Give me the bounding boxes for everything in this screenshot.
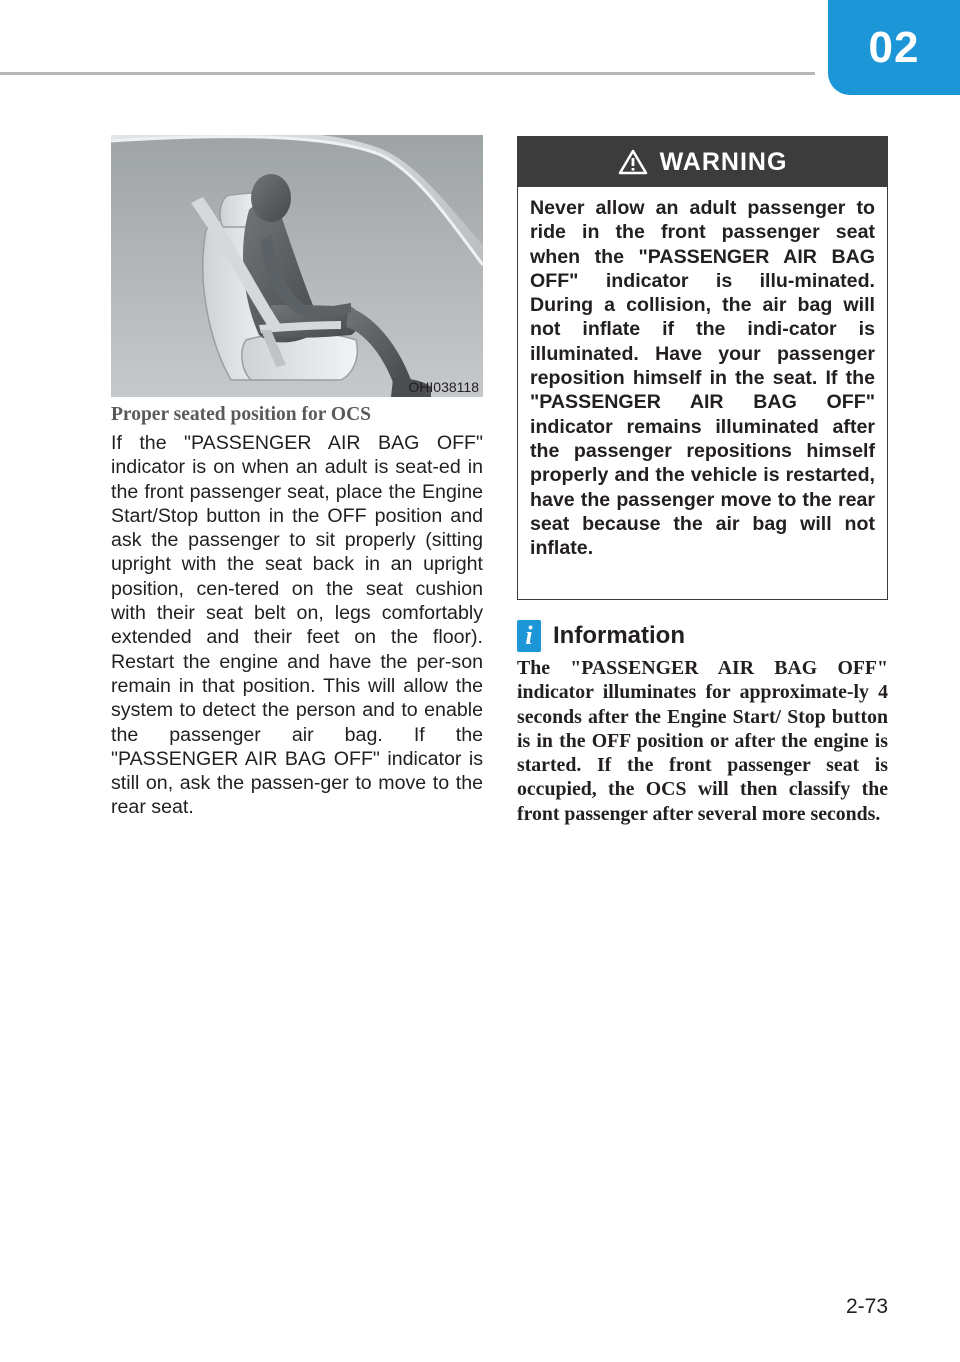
seated-passenger-illustration [111, 135, 483, 397]
seated-passenger-figure [111, 135, 483, 397]
header-rule [0, 72, 815, 75]
warning-text: Never allow an adult passenger to ride in the front passenger seat when the "PASSENGER AIR BAG OFF" indicator is illu-minated. During a collision, the air bag will not inflate if the indi-cator is illuminated. Have your passenger reposition himself in the seat. If the "PASSENGER AIR BAG OFF" indicator remains illuminated after the passenger repositions himself properly and the vehicle is restarted, have the passenger move to the rear seat because the air bag will not inflate. [530, 197, 875, 560]
ocs-instructions: If the "PASSENGER AIR BAG OFF" indicator is on when an adult is seat-ed in the front passenger seat, place the Engine Start/Stop button in the OFF position and ask the passenger to sit properly (sitting upright with the seat back in an upright position, cen-tered on the seat cushion with their seat belt on, legs comfortably extended and their feet on the floor). Restart the engine and have the per-son remain in that position. This will allow the system to detect the person and to enable the passenger air bag. If the "PASSENGER AIR BAG OFF" indicator is still on, ask the passen-ger to move to the rear seat. [111, 432, 483, 819]
information-title: Information [553, 622, 685, 649]
information-icon: i [517, 620, 541, 652]
figure-code: OHI038118 [408, 379, 479, 395]
information-text: The "PASSENGER AIR BAG OFF" indicator illuminates for approximate-ly 4 seconds after the Engine Start/ Stop button is in the OFF position or after the engine is started. If the front passenger seat is occupied, the OCS will then classify the front passenger after several more seconds. [517, 657, 888, 825]
figure-caption: Proper seated position for OCS [111, 404, 372, 425]
chapter-number: 02 [868, 22, 920, 72]
page-number: 2-73 [845, 1295, 888, 1318]
warning-box [517, 136, 888, 600]
warning-header [518, 137, 887, 187]
information-header [517, 618, 685, 654]
warning-triangle-icon [618, 149, 648, 175]
warning-title: WARNING [659, 147, 788, 176]
chapter-tab [828, 0, 960, 95]
